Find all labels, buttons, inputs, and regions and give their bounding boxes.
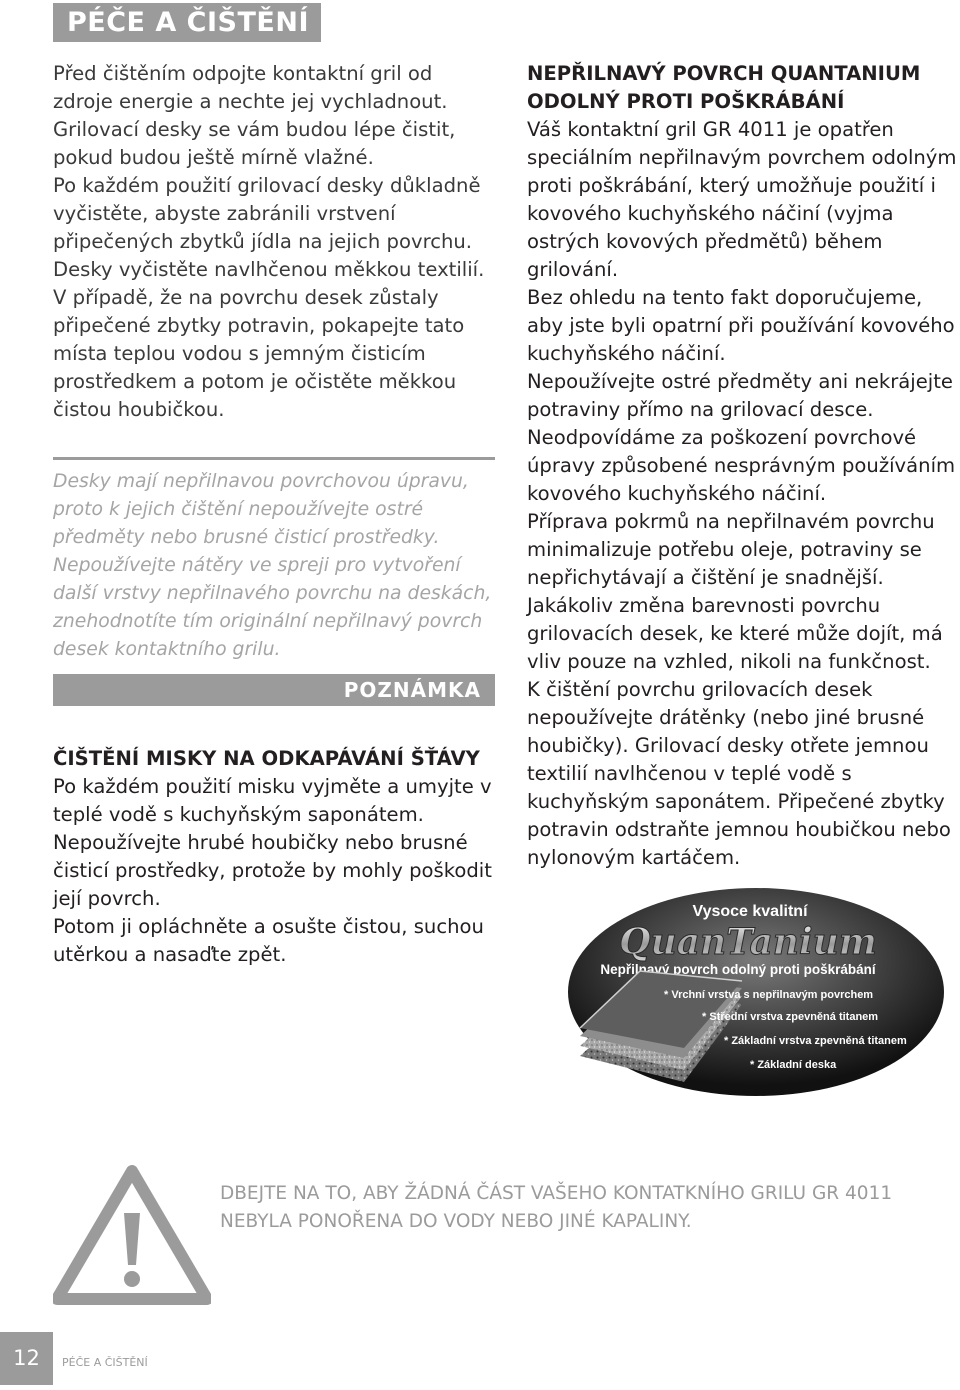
paragraph: Po každém použití grilovací desky důkladně vyčistěte, abyste zabránili vrstvení připečených zbytků jídla na jejich povrchu.: [53, 174, 481, 253]
paragraph: Po každém použití misku vyjměte a umyjte v teplé vodě s kuchyňským saponátem.: [53, 775, 492, 826]
paragraph: Před čištěním odpojte kontaktní gril od zdroje energie a nechte jej vychladnout.: [53, 62, 448, 113]
left-column: [53, 60, 498, 424]
warning-text: [220, 1180, 940, 1236]
paragraph: Jakákoliv změna barevnosti povrchu grilovacích desek, ke které může dojít, má vliv pouze na vzhled, nikoli na funkčnost.: [527, 594, 943, 673]
note-text-1: Desky mají nepřilnavou povrchovou úpravu, proto k jejich čištění nepoužívejte ostré předměty nebo brusné čisticí prostředky.: [53, 471, 469, 548]
drip-tray-heading: ČIŠTĚNÍ MISKY NA ODKAPÁVÁNÍ ŠŤÁVY: [53, 747, 480, 770]
section-heading: NEPŘILNAVÝ POVRCH QUANTANIUM: [527, 62, 921, 85]
paragraph: K čištění povrchu grilovacích desek nepoužívejte drátěnky (nebo jiné brusné houbičky). Grilovací desky otřete jemnou textilií navlhčenou v teplé vodě s kuchyňským saponátem. Připečené zbytky potravin odstraňte jemnou houbičkou nebo nylonovým kartáčem.: [527, 678, 951, 869]
note-divider: [53, 457, 495, 460]
paragraph: Nepoužívejte hrubé houbičky nebo brusné čisticí prostředky, protože by mohly poškodit její povrch.: [53, 831, 492, 910]
paragraph: Bez ohledu na tento fakt doporučujeme, aby jste byli opatrní při používání kovového kuchyňského náčiní.: [527, 286, 955, 365]
paragraph: Grilovací desky se vám budou lépe čistit, pokud budou ještě mírně vlažné.: [53, 118, 456, 169]
right-column: [527, 60, 960, 872]
layer-label-middle: * Střední vrstva zpevněná titanem: [702, 1011, 879, 1023]
paragraph: Potom ji opláchněte a osušte čistou, suchou utěrkou a nasaďte zpět.: [53, 915, 484, 966]
layer-label-top: * Vrchní vrstva s nepřilnavým povrchem: [664, 989, 874, 1001]
badge-subtitle: Nepřilnavý povrch odolný proti poškrábání: [600, 962, 876, 977]
paragraph: Váš kontaktní gril GR 4011 je opatřen speciálním nepřilnavým povrchem odolným proti poškrábání, který umožňuje použití i kovového kuchyňského náčiní (vyjma ostrých kovových předmětů) během grilování.: [527, 118, 957, 281]
warning-line-2: NEBYLA PONOŘENA DO VODY NEBO JINÉ KAPALINY.: [220, 1211, 692, 1232]
paragraph: Neodpovídáme za poškození povrchové úpravy způsobené nesprávným používáním kovového kuchyňského náčiní.: [527, 426, 956, 505]
paragraph: Desky vyčistěte navlhčenou měkkou textilií.: [53, 258, 485, 281]
layer-label-base: * Základní vrstva zpevněná titanem: [724, 1035, 907, 1047]
page-title: PÉČE A ČIŠTĚNÍ: [53, 3, 321, 42]
warning-line-1: DBEJTE NA TO, ABY ŽÁDNÁ ČÁST VAŠEHO KONTATKNÍHO GRILU GR 4011: [220, 1183, 893, 1204]
footer-section-title: PÉČE A ČIŠTĚNÍ: [62, 1356, 148, 1369]
note-text-2: Nepoužívejte nátěry ve spreji pro vytvoření další vrstvy nepřilnavého povrchu na deskách, znehodnotíte tím originální nepřilnavý povrch desek kontaktního grilu.: [53, 555, 492, 660]
quantanium-logo: QuanTanium: [619, 921, 877, 963]
paragraph: Nepoužívejte ostré předměty ani nekrájejte potraviny přímo na grilovací desce.: [527, 370, 953, 421]
layer-label-plate: * Základní deska: [750, 1059, 837, 1071]
warning-icon: [53, 1165, 211, 1305]
quantanium-badge: [566, 888, 946, 1108]
badge-top-label: Vysoce kvalitní: [692, 903, 808, 920]
page-number: 12: [0, 1332, 53, 1385]
drip-tray-section: [53, 745, 498, 969]
note-label: POZNÁMKA: [53, 674, 495, 706]
note-text: [53, 468, 495, 664]
section-heading: ODOLNÝ PROTI POŠKRÁBÁNÍ: [527, 90, 845, 113]
paragraph: V případě, že na povrchu desek zůstaly připečené zbytky potravin, pokapejte tato místa teplou vodou s jemným čisticím prostředkem a potom je očistěte měkkou čistou houbičkou.: [53, 286, 465, 421]
paragraph: Příprava pokrmů na nepřilnavém povrchu minimalizuje potřebu oleje, potraviny se nepřichytávají a čištění je snadnější.: [527, 510, 935, 589]
